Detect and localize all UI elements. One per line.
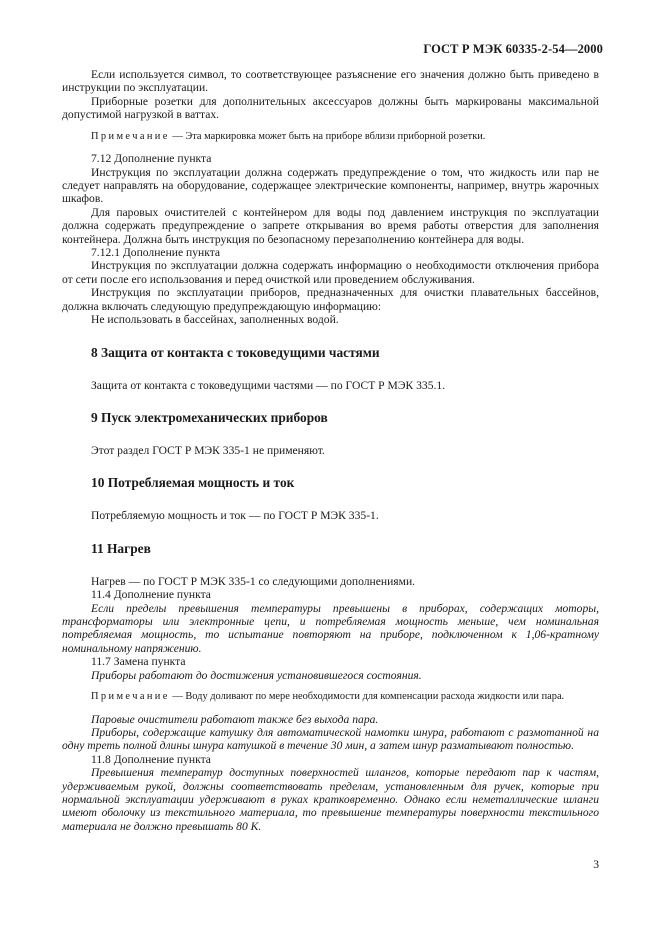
paragraph: Для паровых очистителей с контейнером для воды под давлением инструкция по эксплуатации должна содержать предупреждение о запрете открывания во время работы отверстия для заполнения контейнера. Должна быть инструкция по безопасному перезаполнению контейнера для воды. [62,205,599,246]
page-content [62,68,599,833]
paragraph: Этот раздел ГОСТ Р МЭК 335-1 не применяют. [91,443,325,457]
paragraph: Нагрев — по ГОСТ Р МЭК 335-1 со следующими дополнениями. [91,574,416,588]
document-header: ГОСТ Р МЭК 60335-2-54—2000 [423,42,603,56]
note-label: Примечание [91,690,170,702]
section-heading-11: 11 Нагрев [91,540,151,556]
note-text: — Воду доливают по мере необходимости для компенсации расхода жидкости или пара. [169,690,565,702]
paragraph: Если пределы превышения температуры превышены в приборах, содержащих моторы, трансформаторы или электронные цепи, и потребляемая мощность меньше, чем номинальная потребляемая мощность, то испытание повторяют на приборе, подключенном к 1,06-кратному номинальному напряжению. [62,601,599,655]
paragraph: Приборные розетки для дополнительных аксессуаров должны быть маркированы максимальной допустимой нагрузкой в ваттах. [62,94,599,122]
paragraph: Приборы работают до достижения установившегося состояния. [91,668,422,682]
paragraph: Паровые очистители работают также без выхода пара. [91,712,379,726]
paragraph: Инструкция по эксплуатации приборов, предназначенных для очистки плавательных бассейнов, должна включать следующую предупреждающую информацию: [62,286,599,313]
paragraph: Защита от контакта с токоведущими частями — по ГОСТ Р МЭК 335.1. [91,378,446,392]
paragraph: Инструкция по эксплуатации должна содержать предупреждение о том, что жидкость или пар не следует направлять на оборудование, содержащее электрические компоненты, например, внутрь жарочных шкафов. [62,165,599,206]
note-label: Примечание [91,130,170,142]
paragraph: Приборы, содержащие катушку для автоматической намотки шнура, работают с размотанной на одну треть полной длины шнура катушкой в течение 30 мин, а затем шнур разматывают полностью. [62,725,599,753]
paragraph: Превышения температур доступных поверхностей шлангов, которые передают пар к частям, удерживаемым рукой, должны соответствовать пределам, установленным для ручек, которые при нормальной эксплуатации удерживают в руках кратковременно. Однако если неметаллические шланги имеют оболочку из текстильного материала, то превышение температуры поверхности текстильного материала не должно превышать 80 К. [62,766,599,833]
subsection-title: 7.12.1 Дополнение пункта [91,246,221,260]
paragraph: Не использовать в бассейнах, заполненных водой. [91,313,339,327]
subsection-title: 7.12 Дополнение пункта [91,152,212,166]
subsection-title: 11.8 Дополнение пункта [91,752,211,766]
subsection-title: 11.4 Дополнение пункта [91,588,211,602]
note [62,131,599,144]
section-heading-8: 8 Защита от контакта с токоведущими частями [91,344,380,360]
note-text: — Эта маркировка может быть на приборе вблизи приборной розетки. [169,130,486,142]
paragraph: Инструкция по эксплуатации должна содержать информацию о необходимости отключения прибора от сети после его использования и перед очисткой или проведением обслуживания. [62,259,599,286]
note [62,691,599,704]
section-heading-10: 10 Потребляемая мощность и ток [91,475,295,491]
section-heading-9: 9 Пуск электромеханических приборов [91,409,328,425]
subsection-title: 11.7 Замена пункта [91,655,186,669]
paragraph: Потребляемую мощность и ток — по ГОСТ Р МЭК 335-1. [91,509,379,523]
paragraph: Если используется символ, то соответствующее разъяснение его значения должно быть приведено в инструкции по эксплуатации. [62,68,599,95]
page-number: 3 [593,858,599,871]
